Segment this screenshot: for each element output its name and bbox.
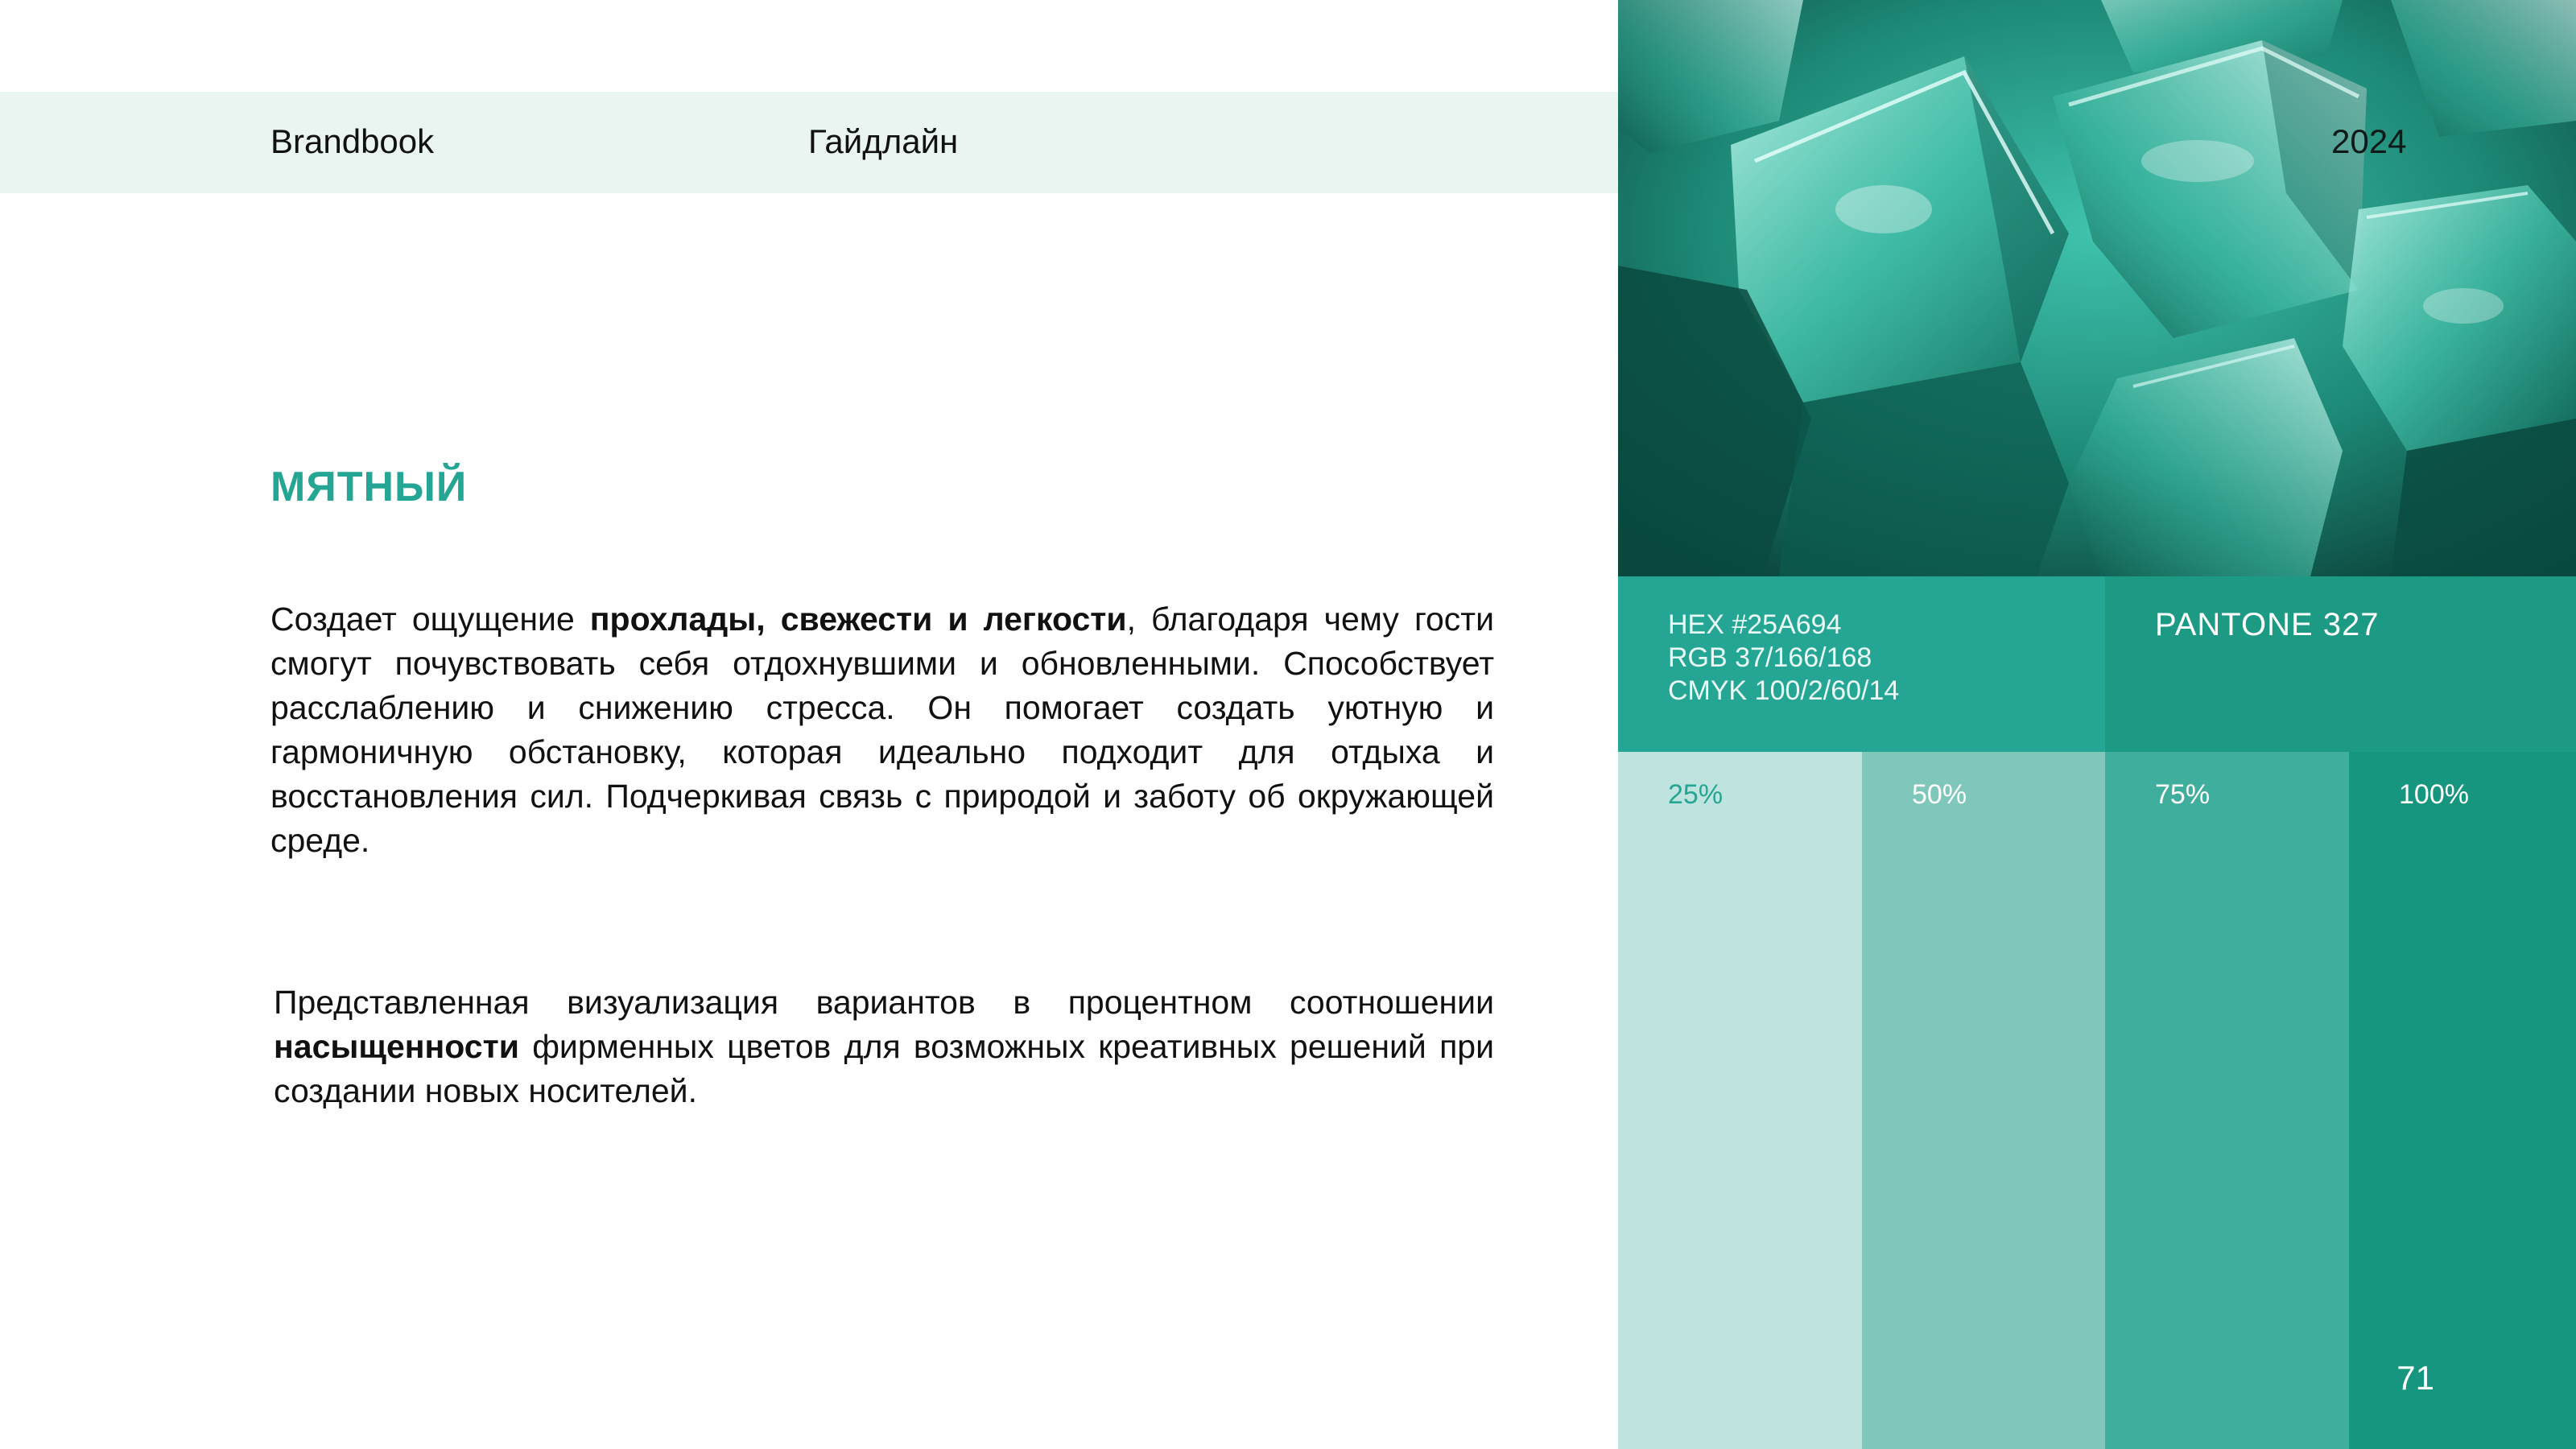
tint-swatch-100 xyxy=(2349,752,2576,1449)
pantone-block xyxy=(2105,576,2576,752)
paragraph-text: Создает ощущение xyxy=(270,601,590,638)
cmyk-code: CMYK 100/2/60/14 xyxy=(1668,675,1900,706)
description-paragraph xyxy=(270,597,1494,863)
paragraph-bold-text: прохлады, свежести и легкости xyxy=(589,601,1127,638)
paragraph-text: , благодаря чему гости смогут почувствовать себя отдохнувшими и обновленными. Способствует расслаблению и снижению стресса. Он помогает создать уютную и гармоничную обстановку, которая идеально подходит для отдыха и восстановления сил. Подчеркивая связь с природой и заботу об окружающей среде. xyxy=(270,601,1494,859)
color-codes-block xyxy=(1618,576,2105,752)
header-year: 2024 xyxy=(2331,122,2407,160)
ice-cubes-image xyxy=(1618,0,2576,576)
tint-swatch-25 xyxy=(1618,752,1862,1449)
saturation-paragraph xyxy=(274,980,1494,1113)
header-brand: Brandbook xyxy=(270,122,435,160)
paragraph-text: фирменных цветов для возможных креативных решений при создании новых носителей. xyxy=(274,1028,1494,1109)
page-title: МЯТНЫЙ xyxy=(270,464,468,510)
page-number: 71 xyxy=(2396,1359,2434,1397)
pantone-code: PANTONE 327 xyxy=(2155,607,2380,642)
tint-label: 25% xyxy=(1668,779,1724,810)
tint-label: 100% xyxy=(2399,779,2469,810)
header-section: Гайдлайн xyxy=(808,122,959,160)
tint-swatch-75 xyxy=(2105,752,2349,1449)
paragraph-text: Представленная визуализация вариантов в процентном соотношении xyxy=(274,984,1494,1021)
paragraph-bold-text: насыщенности xyxy=(274,1028,519,1065)
hex-code: HEX #25A694 xyxy=(1668,609,1842,640)
tint-label: 75% xyxy=(2155,779,2211,810)
tint-label: 50% xyxy=(1912,779,1967,810)
tint-swatch-50 xyxy=(1862,752,2105,1449)
rgb-code: RGB 37/166/168 xyxy=(1668,642,1872,673)
